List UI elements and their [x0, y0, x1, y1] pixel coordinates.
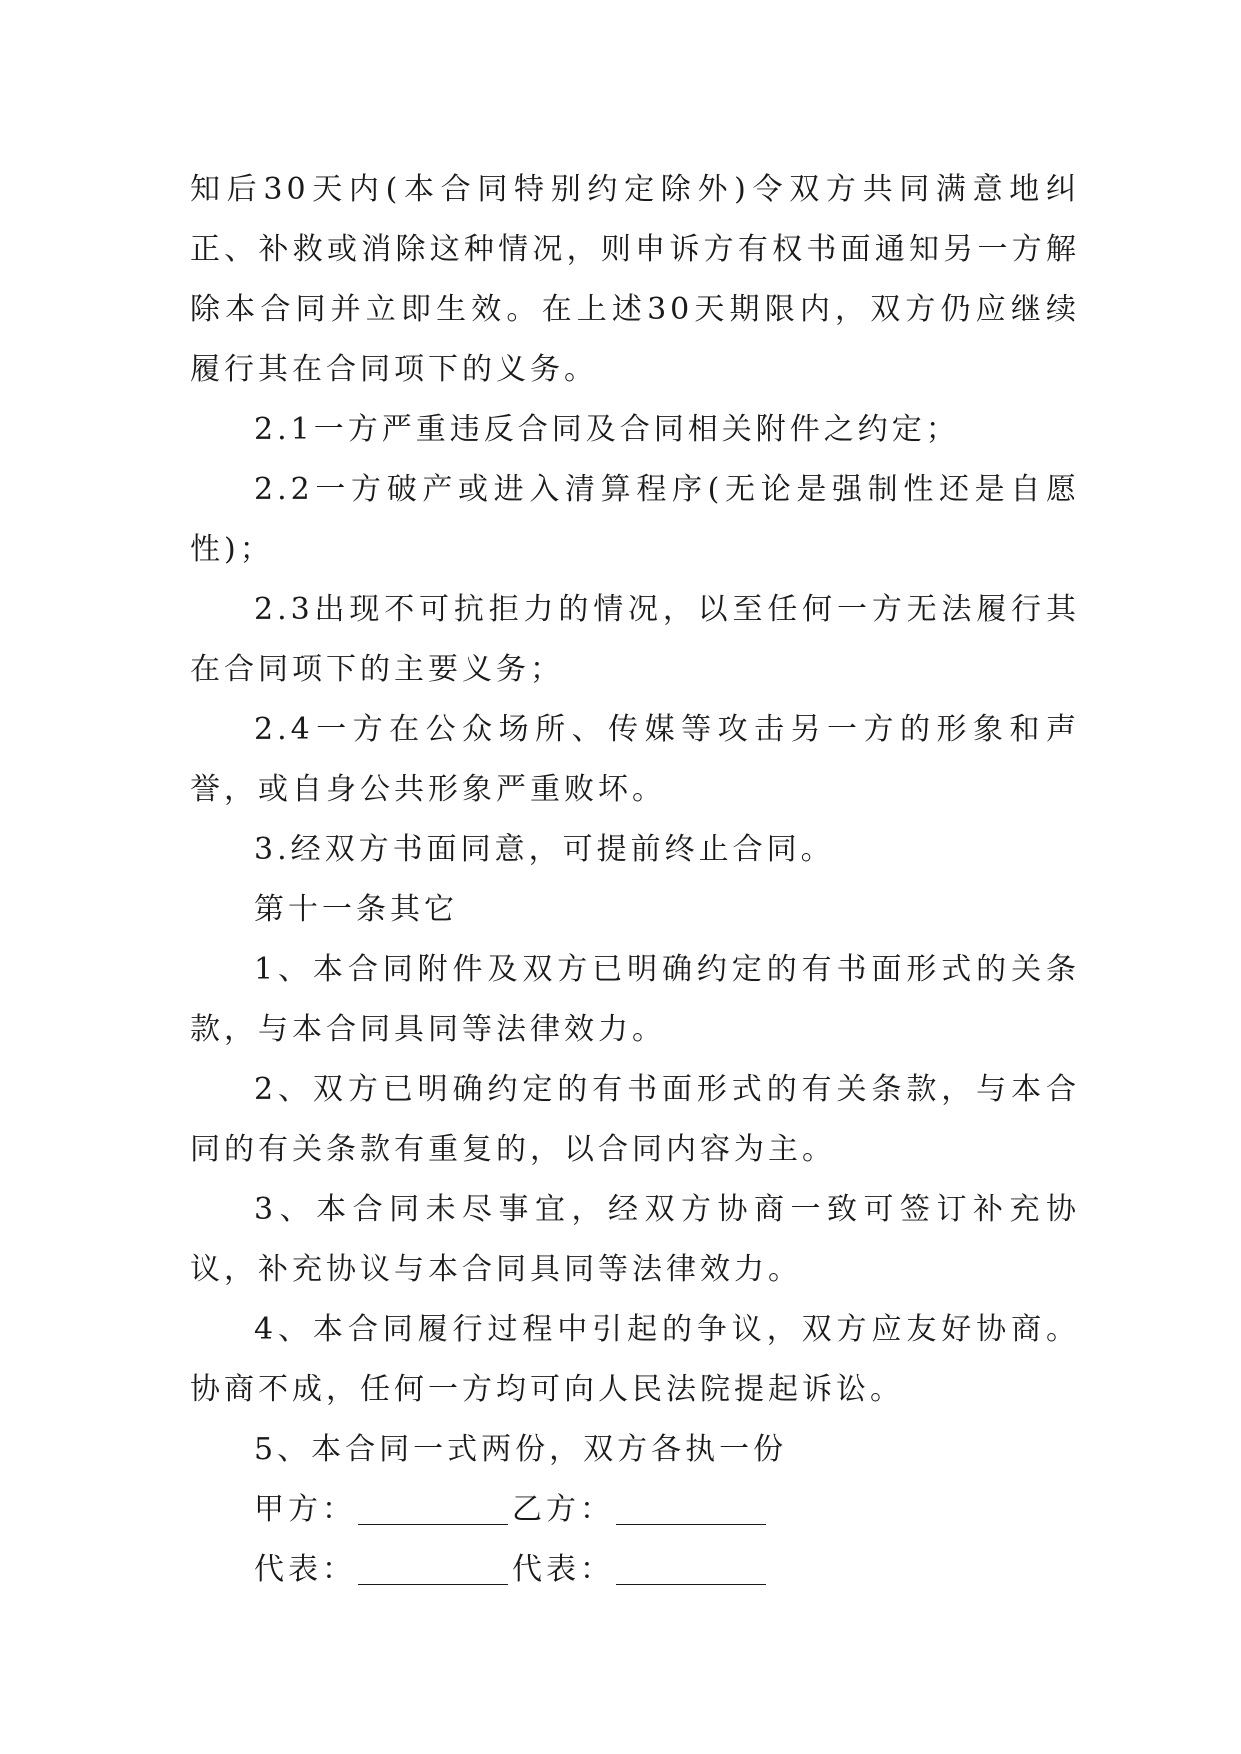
- signature-representatives-line: [190, 1540, 1080, 1600]
- other-item-1: 1、本合同附件及双方已明确约定的有书面形式的关条款，与本合同具同等法律效力。: [190, 952, 1080, 1047]
- other-item-4: 4、本合同履行过程中引起的争议，双方应友好协商。协商不成，任何一方均可向人民法院提起诉讼。: [190, 1312, 1080, 1407]
- other-item-2: 2、双方已明确约定的有书面形式的有关条款，与本合同的有关条款有重复的，以合同内容为主。: [190, 1072, 1080, 1167]
- clause-2-3: 2.3出现不可抗拒力的情况，以至任何一方无法履行其在合同项下的主要义务；: [190, 592, 1080, 687]
- rep-a-label: 代表：: [254, 1552, 356, 1587]
- rep-a-blank: [358, 1584, 508, 1585]
- rep-b-blank: [616, 1584, 766, 1585]
- contract-body: [190, 160, 1080, 1600]
- paragraph-continuation: 知后30天内(本合同特别约定除外)令双方共同满意地纠正、补救或消除这种情况，则申诉方有权书面通知另一方解除本合同并立即生效。在上述30天期限内，双方仍应继续履行其在合同项下的义务。: [190, 172, 1080, 387]
- signature-parties-line: [190, 1480, 1080, 1540]
- clause-2-4: 2.4一方在公众场所、传媒等攻击另一方的形象和声誉，或自身公共形象严重败坏。: [190, 712, 1080, 807]
- party-a-blank: [358, 1524, 508, 1525]
- party-b-label: 乙方：: [512, 1492, 614, 1527]
- clause-3: 3.经双方书面同意，可提前终止合同。: [254, 832, 835, 867]
- party-a-label: 甲方：: [254, 1492, 356, 1527]
- clause-2-2: 2.2一方破产或进入清算程序(无论是强制性还是自愿性)；: [190, 472, 1080, 567]
- other-item-3: 3、本合同未尽事宜，经双方协商一致可签订补充协议，补充协议与本合同具同等法律效力。: [190, 1192, 1080, 1287]
- article-11-heading: 第十一条其它: [254, 892, 458, 927]
- clause-2-1: 2.1一方严重违反合同及合同相关附件之约定；: [254, 412, 960, 447]
- other-item-5: 5、本合同一式两份，双方各执一份: [254, 1432, 788, 1467]
- rep-b-label: 代表：: [512, 1552, 614, 1587]
- party-b-blank: [616, 1524, 766, 1525]
